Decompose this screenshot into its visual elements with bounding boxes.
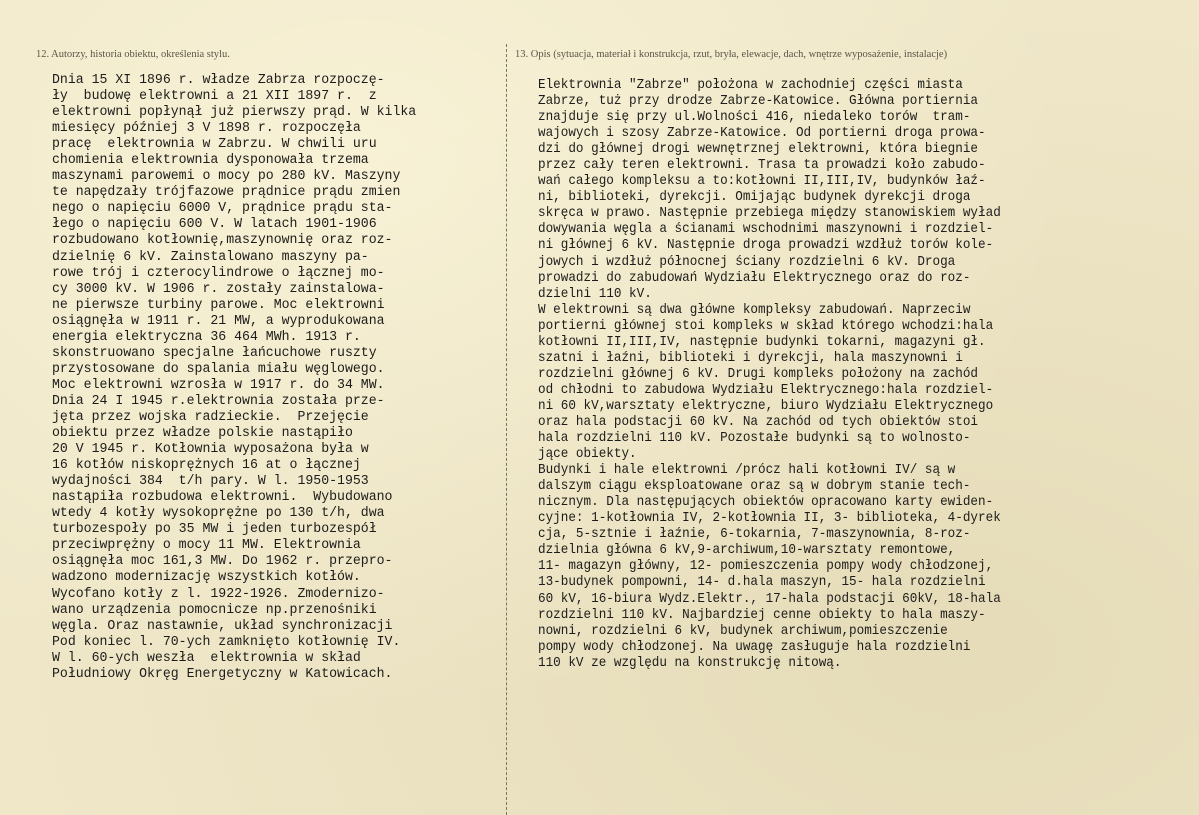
text-line: energia elektryczna 36 464 MWh. 1913 r. [52,328,361,345]
text-line: pracę elektrownia w Zabrzu. W chwili uru [52,136,377,153]
text-line: Pod koniec l. 70-ych zamknięto kotłownię IV. [52,633,401,650]
text-line: miesięcy później 3 V 1898 r. rozpoczęła [52,120,361,137]
text-line: oraz hala podstacji 60 kV. Na zachód od tych obiektów stoi [538,414,979,430]
text-line: łego o napięciu 600 V. W latach 1901-1906 [52,216,377,233]
text-line: od chłodni to zabudowa Wydziału Elektrycznego:hala rozdziel- [538,382,994,398]
text-line: jęta przez wojska radzieckie. Przejęcie [52,408,369,425]
text-line: osiągnęła w 1911 r. 21 MW, a wyprodukowana [52,312,385,329]
text-line: W elektrowni są dwa główne kompleksy zabudowań. Naprzeciw [538,302,971,318]
section-13-header: 13. Opis (sytuacja, materiał i konstrukcja, rzut, bryła, elewacje, dach, wnętrze wyposażenie, instalacje) [515,49,948,60]
text-line: osiągnęła moc 161,3 MW. Do 1962 r. przepro- [52,553,393,570]
text-line: pompy wody chłodzonej. Na uwagę zasługuje hala rozdzielni [538,639,971,655]
text-line: ni głównej 6 kV. Następnie droga prowadzi wzdłuż torów kole- [538,238,994,254]
text-line: wtedy 4 kotły wysokoprężne po 130 t/h, dwa [52,505,385,522]
text-line: obiektu przez władze polskie nastąpiło [52,425,353,442]
text-line: nicznym. Dla następujących obiektów opracowano karty ewiden- [538,495,994,511]
column-divider [506,44,507,815]
text-line: rowe trój i czterocylindrowe o łącznej mo- [52,264,385,281]
text-line: wano urządzenia pomocnicze np.przenośniki [52,601,377,618]
text-line: W l. 60-ych weszła elektrownia w skład [52,649,361,666]
text-line: Dnia 15 XI 1896 r. władze Zabrza rozpoczę- [52,72,385,88]
description-text-column [538,78,1001,672]
text-line: 16 kotłów niskoprężnych 16 at o łącznej [52,457,361,474]
text-line: rozdzielni 110 kV. Najbardziej cenne obiekty to hala maszy- [538,607,986,623]
text-line: nego o napięciu 6000 V, prądnice prądu sta- [52,200,393,217]
text-line: 20 V 1945 r. Kotłownia wyposażona była w [52,441,369,458]
text-line: dzielnię 6 kV. Zainstalowano maszyny pa- [52,248,369,265]
text-line: nastąpiła rozbudowa elektrowni. Wybudowano [52,489,393,506]
text-line: przystosowane do spalania miału węglowego. [52,360,385,377]
text-line: skonstruowano specjalne łańcuchowe ruszty [52,344,377,361]
text-line: dalszym ciągu eksploatowane oraz są w dobrym stanie tech- [538,479,971,495]
text-line: prowadzi do zabudowań Wydziału Elektrycznego oraz do roz- [538,270,971,286]
text-line: maszynami parowemi o mocy po 280 kV. Maszyny [52,168,401,185]
text-line: dzi do głównej drogi wewnętrznej elektrowni, która biegnie [538,142,979,158]
text-line: wydajności 384 t/h pary. W l. 1950-1953 [52,473,369,490]
text-line: 60 kV, 16-biura Wydz.Elektr., 17-hala podstacji 60kV, 18-hala [538,591,1001,607]
text-line: wajowych i szosy Zabrze-Katowice. Od portierni droga prowa- [538,126,986,142]
text-line: przez cały teren elektrowni. Trasa ta prowadzi koło zabudo- [538,158,986,174]
text-line: cy 3000 kV. W 1906 r. zostały zainstalowa- [52,280,385,297]
section-12-header: 12. Autorzy, historia obiektu, określenia stylu. [36,49,230,60]
text-line: wań całego kompleksu a to:kotłowni II,III,IV, budynków łaź- [538,174,986,190]
text-line: znajduje się przy ul.Wolności 416, niedaleko torów tram- [538,110,971,126]
text-line: chomienia elektrownia dysponowała trzema [52,152,369,169]
text-line: Elektrownia "Zabrze" położona w zachodniej części miasta [538,78,963,93]
text-line: dowywania węgla a ścianami wschodnimi maszynowni i rozdziel- [538,222,994,238]
text-line: wadzono modernizację wszystkich kotłów. [52,569,361,586]
text-line: 11- magazyn główny, 12- pomieszczenia pompy wody chłodzonej, [538,559,994,575]
text-line: dzielni 110 kV. [538,286,652,302]
text-line: turbozespoły po 35 MW i jeden turbozespół [52,521,377,538]
text-line: ne pierwsze turbiny parowe. Moc elektrowni [52,296,385,313]
text-line: hala rozdzielni 110 kV. Pozostałe budynki są to wolnosto- [538,431,971,447]
text-line: elektrowni popłynął już pierwszy prąd. W kilka [52,104,417,121]
text-line: 13-budynek pompowni, 14- d.hala maszyn, 15- hala rozdzielni [538,575,986,591]
text-line: ni, biblioteki, dyrekcji. Omijając budynek dyrekcji droga [538,190,971,206]
text-line: skręca w prawo. Następnie przebiega między stanowiskiem wyład [538,206,1001,222]
text-line: nowni, rozdzielni 6 kV, budynek archiwum,pomieszczenie [538,623,948,639]
text-line: rozbudowano kotłownię,maszynownię oraz roz- [52,232,393,249]
text-line: Dnia 24 I 1945 r.elektrownia została prze- [52,392,385,409]
text-line: przeciwprężny o mocy 11 MW. Elektrownia [52,537,361,554]
text-line: Moc elektrowni wzrosła w 1917 r. do 34 MW. [52,376,385,393]
text-line: jowych i wzdłuż północnej ściany rozdzielni 6 kV. Droga [538,254,956,270]
text-line: ły budowę elektrowni a 21 XII 1897 r. z [52,88,377,105]
history-text-column [52,72,416,682]
text-line: szatni i łaźni, biblioteki i dyrekcji, hala maszynowni i [538,350,963,366]
text-line: 110 kV ze względu na konstrukcję nitową. [538,655,842,671]
text-line: rozdzielni głównej 6 kV. Drugi kompleks położony na zachód [538,366,979,382]
text-line: Wycofano kotły z l. 1922-1926. Zmodernizo- [52,585,385,602]
text-line: cyjne: 1-kotłownia IV, 2-kotłownia II, 3- biblioteka, 4-dyrek [538,511,1001,527]
text-line: portierni głównej stoi kompleks w skład którego wchodzi:hala [538,318,994,334]
text-line: węgla. Oraz nastawnie, układ synchronizacji [52,617,393,634]
text-line: dzielnia główna 6 kV,9-archiwum,10-warsztaty remontowe, [538,543,956,559]
text-line: kotłowni II,III,IV, następnie budynki tokarni, magazyni gł. [538,334,986,350]
text-line: Południowy Okręg Energetyczny w Katowicach. [52,665,393,682]
text-line: te napędzały trójfazowe prądnice prądu zmien [52,184,401,201]
text-line: ni 60 kV,warsztaty elektryczne, biuro Wydziału Elektrycznego [538,398,994,414]
text-line: cja, 5-sztnie i łaźnie, 6-tokarnia, 7-maszynownia, 8-roz- [538,527,971,543]
text-line: Zabrze, tuż przy drodze Zabrze-Katowice. Główna portiernia [538,94,979,110]
text-line: Budynki i hale elektrowni /prócz hali kotłowni IV/ są w [538,463,956,479]
text-line: jące obiekty. [538,447,637,463]
